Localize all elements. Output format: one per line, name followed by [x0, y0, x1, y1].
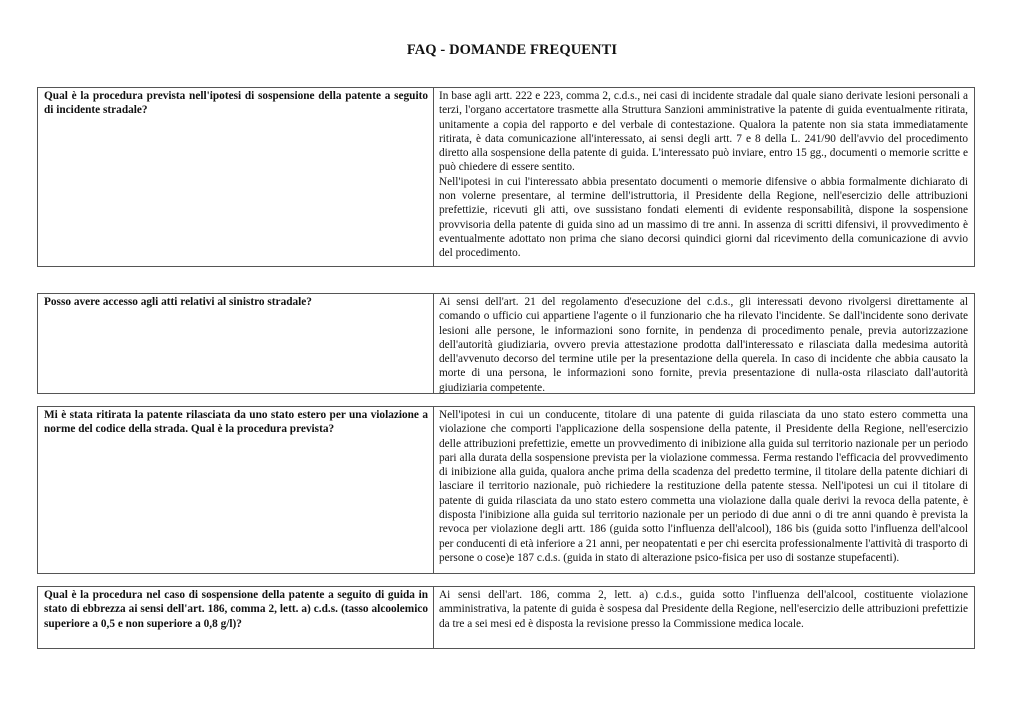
faq-answer [434, 294, 974, 393]
faq-item-accident-records-access [37, 293, 975, 394]
faq-question: Posso avere accesso agli atti relativi al sinistro stradale? [38, 294, 434, 393]
faq-item-license-suspension-accident [37, 87, 975, 267]
faq-question: Qual è la procedura prevista nell'ipotesi di sospensione della patente a seguito di incidente stradale? [38, 88, 434, 266]
faq-item-drunk-driving-suspension [37, 586, 975, 649]
page-title: FAQ - DOMANDE FREQUENTI [406, 42, 618, 58]
faq-answer [434, 407, 974, 573]
faq-question: Qual è la procedura nel caso di sospensione della patente a seguito di guida in stato di ebbrezza ai sensi dell'art. 186, comma 2, lett. a) c.d.s. (tasso alcoolemico superiore a 0,5 e non superiore a 0,8 g/l)? [38, 587, 434, 648]
faq-item-foreign-license [37, 406, 975, 574]
answer-paragraph: Ai sensi dell'art. 21 del regolamento d'esecuzione del c.d.s., gli interessati devono rivolgersi direttamente al comando o ufficio cui appartiene l'agente o il funzionario che ha rilevato l'incidente. Se dall'incidente sono derivate lesioni alle persone, le informazioni sono fornite, in pendenza di procedimento penale, previa autorizzazione dell'autorità giudiziaria, ovvero previa attestazione prodotta dall'interessato e rilasciata dalla medesima autorità dell'avvenuto decorso del termine utile per la presentazione della querela. In caso di incidente che abbia causato la morte di una persona, le informazioni sono fornite, previa presentazione di nulla-osta rilasciato dall'autorità giudiziaria competente. [439, 296, 968, 394]
answer-paragraph: In base agli artt. 222 e 223, comma 2, c.d.s., nei casi di incidente stradale dal quale siano derivate lesioni personali a terzi, l'organo accertatore trasmette alla Struttura Sanzioni amministrative la patente di guida eventualmente ritirata, unitamente a copia del rapporto e del verbale di contestazione. Qualora la patente non sia stata immediatamente ritirata, è data comunicazione all'interessato, ai sensi degli artt. 7 e 8 della L. 241/90 dell'avvio del procedimento diretto alla sospensione della patente di guida. L'interessato può inviare, entro 15 gg., documenti o memorie scritte e può chiedere di essere sentito. [439, 90, 968, 174]
answer-paragraph: Nell'ipotesi in cui un conducente, titolare di una patente di guida rilasciata da uno stato estero commetta una violazione che comporti l'applicazione della sospensione della patente, il Presidente della Regione, nell'esercizio delle attribuzioni prefettizie, emette un provvedimento di inibizione alla guida sul territorio nazionale per un periodo pari alla durata della sospensione prevista per la violazione commessa. Ferma restando l'efficacia del provvedimento di inibizione alla guida, qualora anche prima della scadenza del predetto termine, il titolare della patente dichiari di lasciare il territorio nazionale, può richiedere la restituzione della patente stessa. Nell'ipotesi un cui il titolare di patente di guida rilasciata da uno stato estero commetta una violazione dalla quale derivi la revoca della patente, è disposta l'inibizione alla guida sul territorio nazionale per un periodo di due anni o di tre anni quando è prevista la revoca per violazione degli artt. 186 (guida sotto l'influenza dell'alcool), 186 bis (guida sotto l'influenza dell'alcool per conducenti di età inferiore a 21 anni, per neopatentati e per chi esercita professionalmente l'attività di trasporto di persone o cose)e 187 c.d.s. (guida in stato di alterazione psico-fisica per uso di sostanze stupefacenti). [439, 409, 968, 564]
faq-answer [434, 88, 974, 266]
faq-question: Mi è stata ritirata la patente rilasciata da uno stato estero per una violazione a norme del codice della strada. Qual è la procedura prevista? [38, 407, 434, 573]
answer-paragraph: Nell'ipotesi in cui l'interessato abbia presentato documenti o memorie difensive o abbia formalmente dichiarato di non volerne presentare, al termine dell'istruttoria, il Presidente della Regione, nell'esercizio delle attribuzioni prefettizie, ricevuti gli atti, ove sussistano fondati elementi di evidente responsabilità, dispone la sospensione provvisoria della patente di guida sino ad un massimo di tre anni. In assenza di scritti difensivi, il provvedimento è eventualmente adottato non prima che siano decorsi quindici giorni dal ricevimento della comunicazione di avvio del procedimento. [439, 175, 968, 260]
faq-answer [434, 587, 974, 648]
answer-paragraph: Ai sensi dell'art. 186, comma 2, lett. a) c.d.s., guida sotto l'influenza dell'alcool, costituente violazione amministrativa, la patente di guida è sospesa dal Presidente della Regione, nell'esercizio delle attribuzioni prefettizie da tre a sei mesi ed è disposta la revisione presso la Commissione medica locale. [439, 589, 968, 630]
